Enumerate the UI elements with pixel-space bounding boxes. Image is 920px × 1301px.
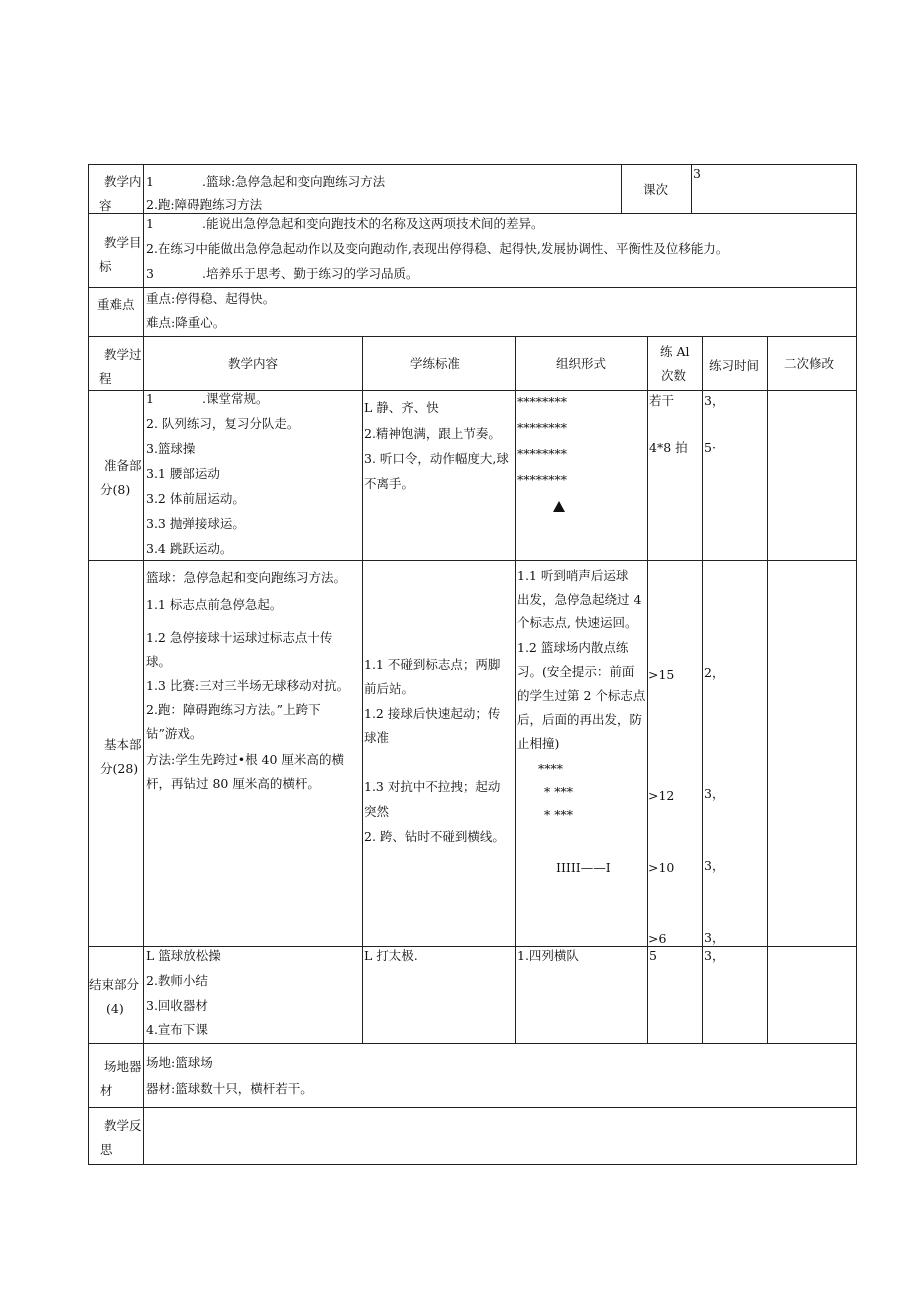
basic-org-8: 止相撞) <box>517 736 560 751</box>
hline-3 <box>88 336 857 337</box>
basic-standard-1: 1.1 不碰到标志点；两脚 <box>364 657 501 672</box>
col-header-count-b: 次数 <box>661 368 687 383</box>
prep-org-3: ******** <box>517 446 567 461</box>
hline-1 <box>88 213 857 214</box>
goals-line1-num: 1 <box>146 216 154 231</box>
basic-time-3: 3， <box>704 858 725 873</box>
basic-time-4: 3， <box>704 930 725 945</box>
basic-standard-6: 突然 <box>364 804 390 819</box>
hline-8 <box>88 1107 857 1108</box>
end-content-4: 4.宣布下课 <box>146 1022 208 1037</box>
basic-label-a: 基本部 <box>104 737 142 752</box>
basic-time-1: 2， <box>704 665 725 680</box>
prep-content-2: 2. 队列练习，复习分队走。 <box>146 416 300 431</box>
vline-c2 <box>362 336 363 1044</box>
vline-c6 <box>767 336 768 1044</box>
basic-org-4: 1.2 篮球场内散点练 <box>517 640 629 655</box>
keypoints-line1: 重点:停得稳、起得快。 <box>146 291 276 306</box>
basic-content-5: 1.3 比赛:三对三半场无球移动对抗。 <box>146 678 350 693</box>
basic-standard-7: 2. 跨、钻时不碰到横线。 <box>364 829 505 844</box>
basic-org-3: 个标志点, 快速运回。 <box>517 615 638 630</box>
keypoints-line2: 难点:降重心。 <box>146 315 226 330</box>
prep-content-5: 3.2 体前屈运动。 <box>146 491 245 506</box>
prep-standard-1: L 静、齐、快 <box>364 400 439 415</box>
basic-org-6: 的学生过第 2 个标志点 <box>517 688 646 703</box>
end-label-b: (4) <box>106 1001 124 1016</box>
prep-label-a: 准备部 <box>104 458 142 473</box>
basic-content-4: 球。 <box>146 654 172 669</box>
prep-count-2: 4*8 拍 <box>649 440 688 455</box>
vline-right <box>856 164 857 1165</box>
content-label-a: 教学内 <box>104 174 142 189</box>
prep-time-2: 5· <box>704 440 716 455</box>
prep-org-4: ******** <box>517 472 567 487</box>
end-content-2: 2.教师小结 <box>146 973 208 988</box>
vline-lesson-b <box>691 164 692 214</box>
prep-content-4: 3.1 腰部运动 <box>146 466 220 481</box>
hline-bottom <box>88 1164 857 1165</box>
content-line2: 2.跑:障碍跑练习方法 <box>146 197 263 212</box>
basic-count-2: >12 <box>648 788 675 803</box>
basic-standard-4: 球准 <box>364 730 390 745</box>
prep-standard-2: 2.精神饱满，跟上节奏。 <box>364 426 501 441</box>
basic-count-3: >10 <box>648 860 675 875</box>
end-label-a: 结束部分 <box>89 977 140 992</box>
basic-org-12: IIIII——I <box>556 860 611 875</box>
col-header-org: 组织形式 <box>556 356 607 371</box>
reflect-label-b: 思 <box>100 1142 113 1157</box>
basic-content-9: 杆，再钻过 80 厘米高的横杆。 <box>146 776 320 791</box>
basic-org-11: * *** <box>544 807 573 822</box>
reflect-label-a: 教学反 <box>104 1118 142 1133</box>
basic-standard-2: 前后站。 <box>364 681 415 696</box>
basic-standard-3: 1.2 接球后快速起动；传 <box>364 706 501 721</box>
goals-line2: 2.在练习中能做出急停急起动作以及变向跑动作,表现出停得稳、起得快,发展协调性、平衡性及位移能力。 <box>146 241 729 256</box>
venue-line-1: 场地:篮球场 <box>146 1055 213 1070</box>
prep-content-1-num: 1 <box>146 391 154 406</box>
content-line1-num: 1 <box>146 174 154 189</box>
prep-content-1-text: .课堂常规。 <box>202 391 269 406</box>
basic-label-b: 分(28) <box>100 761 139 776</box>
prep-time-1: 3， <box>704 393 725 408</box>
col-header-content: 教学内容 <box>228 356 279 371</box>
vline-left <box>88 164 89 1165</box>
basic-count-1: >15 <box>648 667 675 682</box>
reflect-content-cell[interactable] <box>145 1109 855 1163</box>
venue-line-2: 器材:篮球数十只，横杆若干。 <box>146 1081 313 1096</box>
goals-line3-text: .培养乐于思考、勤于练习的学习品质。 <box>202 266 419 281</box>
hline-2 <box>88 287 857 288</box>
col-header-revise: 二次修改 <box>784 356 835 371</box>
end-standard-1: L 打太极. <box>364 948 418 963</box>
end-org-1: 1.四列横队 <box>517 948 579 963</box>
basic-content-8: 方法:学生先跨过•根 40 厘米高的横 <box>146 752 344 767</box>
basic-content-6: 2.跑：障碍跑练习方法。”上跨下 <box>146 702 321 717</box>
goals-line3-num: 3 <box>146 266 154 281</box>
prep-org-2: ******** <box>517 420 567 435</box>
lesson-value: 3 <box>693 166 701 181</box>
venue-label-b: 材 <box>100 1083 113 1098</box>
basic-org-1: 1.1 听到哨声后运球 <box>517 568 629 583</box>
basic-time-2: 3， <box>704 786 725 801</box>
venue-label-a: 场地器 <box>104 1059 142 1074</box>
end-count-1: 5 <box>649 948 657 963</box>
basic-standard-5: 1.3 对抗中不拉拽；起动 <box>364 779 501 794</box>
hline-5 <box>88 560 857 561</box>
basic-content-7: 钻”游戏。 <box>146 726 203 741</box>
lesson-label: 课次 <box>643 182 669 197</box>
basic-org-10: * *** <box>544 784 573 799</box>
hline-7 <box>88 1043 857 1044</box>
col-header-time: 练习时间 <box>709 358 760 373</box>
col-header-standard: 学练标准 <box>410 356 461 371</box>
vline-label <box>143 164 144 1165</box>
end-content-1: L 篮球放松操 <box>146 948 221 963</box>
col-header-count-a: 练 Al <box>660 344 690 359</box>
prep-org-1: ******** <box>517 394 567 409</box>
hline-top <box>88 164 857 165</box>
prep-standard-4: 不离手。 <box>364 476 415 491</box>
keypoints-label: 重难点 <box>97 297 135 312</box>
hline-6 <box>88 946 857 947</box>
basic-org-2: 出发，急停急起绕过 4 <box>517 592 642 607</box>
process-label-b: 程 <box>99 371 112 386</box>
teacher-triangle-icon <box>553 501 565 512</box>
end-time-1: 3， <box>704 948 725 963</box>
basic-count-4: >6 <box>648 931 667 946</box>
prep-label-b: 分(8) <box>100 482 131 497</box>
goals-label-b: 标 <box>99 259 112 274</box>
process-label-a: 教学过 <box>104 347 142 362</box>
vline-c3 <box>515 336 516 1044</box>
basic-content-3: 1.2 急停接球十运球过标志点十传 <box>146 630 333 645</box>
basic-content-1: 篮球：急停急起和变向跑练习方法。 <box>146 570 347 585</box>
basic-content-2: 1.1 标志点前急停急起。 <box>146 597 283 612</box>
prep-count-1: 若干 <box>649 393 675 408</box>
end-content-3: 3.回收器材 <box>146 998 208 1013</box>
prep-content-6: 3.3 抛弹接球运。 <box>146 516 245 531</box>
goals-label-a: 教学目 <box>104 235 142 250</box>
prep-content-7: 3.4 跳跃运动。 <box>146 541 233 556</box>
vline-c5 <box>702 336 703 1044</box>
prep-standard-3: 3. 听口令，动作幅度大,球 <box>364 451 509 466</box>
basic-org-5: 习。(安全提示：前面 <box>517 664 635 679</box>
basic-org-7: 后，后面的再出发，防 <box>517 712 643 727</box>
content-line1-text: .篮球:急停急起和变向跑练习方法 <box>202 174 386 189</box>
goals-line1-text: .能说出急停急起和变向跑技术的名称及这两项技术间的差异。 <box>202 216 544 231</box>
content-label-b: 容 <box>99 198 112 213</box>
vline-lesson-a <box>621 164 622 214</box>
prep-content-3: 3.篮球操 <box>146 441 196 456</box>
basic-org-9: **** <box>538 761 563 776</box>
